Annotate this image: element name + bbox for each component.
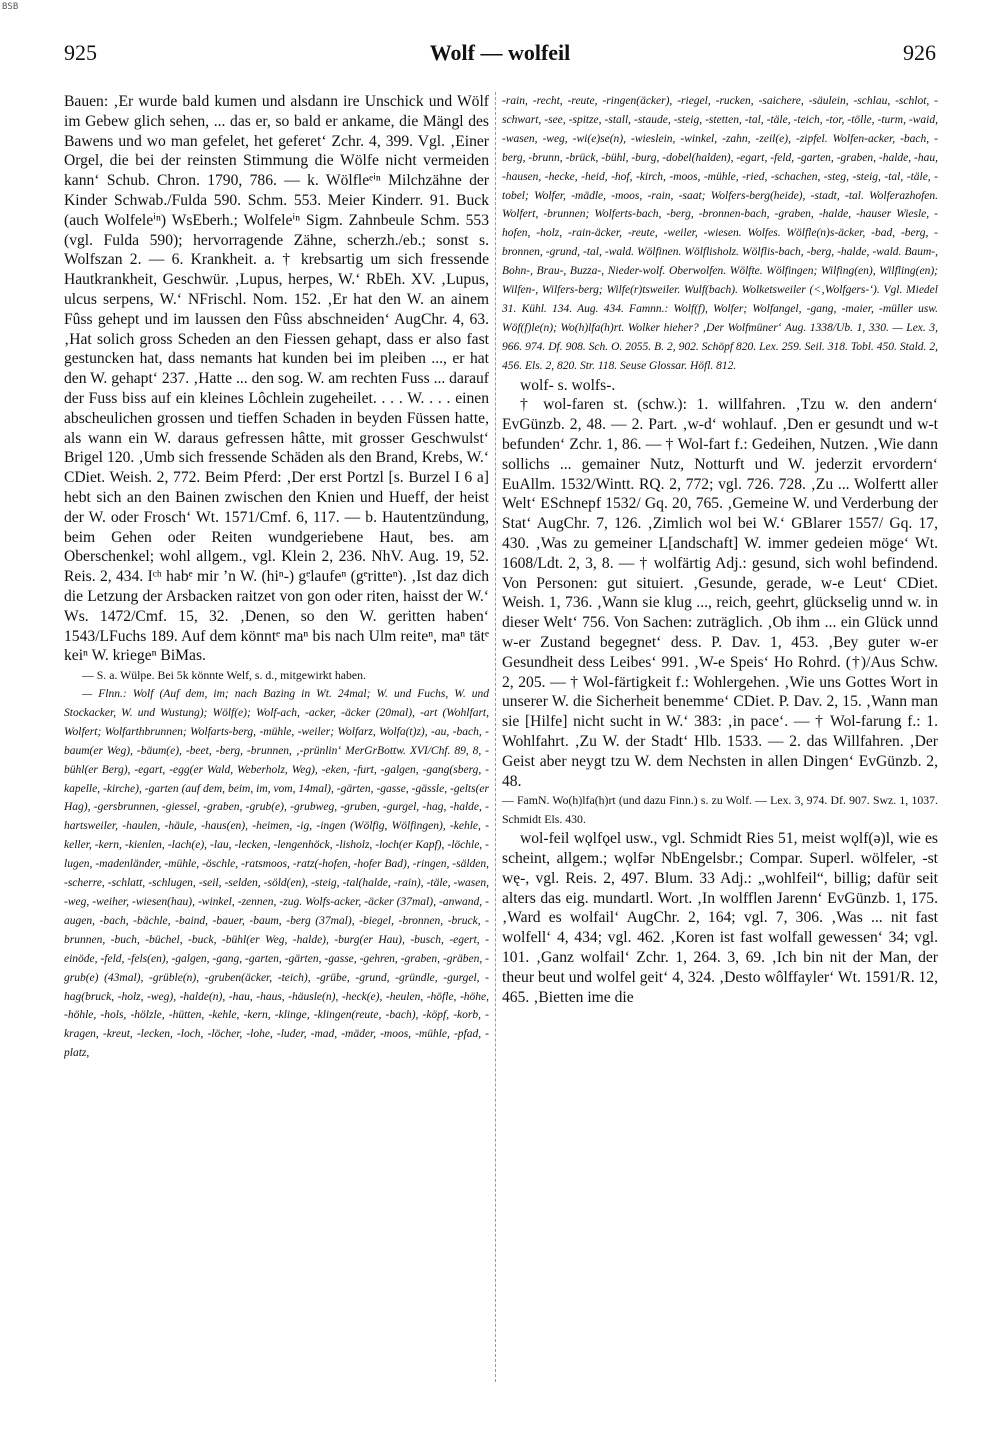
left-column	[64, 92, 489, 1382]
page-header	[64, 40, 936, 74]
right-column	[502, 92, 938, 1382]
entry-wolf-senses: Bauen: ‚Er wurde bald kumen und alsdann ire Unschick und Wölf im Gebew glich sehen, ... das er, so bald er ankame, die Mängl des Bawens und wo man gefelet, het geferet‘ Zchr. 4, 399. Vgl. ‚Einer Orgel, die bei der reinsten Stimmung die Wölfe nicht vermeiden kann‘ Schub. Chron. 1790, 786. — k. Wölfleᵉⁱⁿ Milchzähne der Kinder Schwab./Fulda 590. Schm. 553. Meier Kinderr. 91. Buck (auch Wolfeleⁱⁿ) WsEberh.; Wolfeleⁱⁿ Sigm. Zahnbeule Schm. 553 (vgl. Fulda 590); hervorragende Zähne, scherzh./eb.; sonst s. Wolfszan 2. — 6. Krankheit. a. † krebsartig um sich fressende Hautkrankheit, Geschwür. ‚Lupus, herpes, W.‘ RbEh. XV. ‚Lupus, ulcus serpens, W.‘ NFrischl. Nom. 152. ‚Er hat den W. an ainem Fûss gehept und im laussen den Fûss abschneiden‘ AugChr. 4, 63. ‚Hat solich gross Scheden an den Fiessen gehapt, dass er also fast gestuncken hat, dass nemants hat kunden bei im pleiben ..., er hat den W. gehapt‘ 237. ‚Hatte ... den sog. W. am rechten Fuss ... darauf der Fuss biss auf ein kleines Lôchlein zugeheilet. . . . W. . . . einen abscheulichen grossen und tieffen Schaden in beyden Füssen hatte, als wann ein W. daraus gefressen hâtte, mit grosser Geschwulst‘ Brigel 120. ‚Umb sich fressende Schäden als den Brand, Krebs, W.‘ CDiet. Weish. 2, 772. Beim Pferd: ‚Der erst Portzl [s. Burzel I 6 a] hebt sich an den Bainen zwischen den Knien und Hueff, der heist der W. oder Frosch‘ Wt. 1571/Cmf. 6, 117. — b. Hautentzündung, beim Gehen oder Reiten wundgeriebene Haut, bes. am Oberschenkel; wohl allgem., vgl. Klein 2, 236. NhV. Aug. 19, 52. Reis. 2, 434. Iᶜʰ habᵉ mir ’n W. (hiⁿ-) gᵉlaufeⁿ (gᵉritteⁿ). ‚Ist daz dich die Letzung der Arsbacken raitzet von gon oder riten, haisst der W.‘ Ws. 1472/Cmf. 15, 32. ‚Denen, so den W. geritten haben‘ 1543/LFuchs 189. Auf dem könntᵉ maⁿ bis nach Ulm reiteⁿ, maⁿ tätᵉ keiⁿ W. kriegeⁿ BiMas.	[64, 93, 489, 665]
entry-wolfaren: † wol-faren st. (schw.): 1. willfahren. ‚Tzu w. den andern‘ EvGünzb. 2, 48. — 2. Part. ‚w-d‘ wohlauf. ‚Den er gesundt und w-t befunden‘ Zchr. 1, 86. — † Wol-fart f.: Gedeihen, Nutzen. ‚Wie dann sollichs ... gemainer Nutz, Notturft und W. jederzit ervordern‘ EuAllm. 1532/Wintt. RQ. 2, 772; vgl. 726. 728. ‚Zu ... Wolfertt aller Welt‘ ESchnepf 1532/ Gq. 20, 765. ‚Gemeine W. und Verderbung der Stat‘ AugChr. 7, 126. ‚Zimlich wol bei W.‘ GBlarer 1557/ Gq. 17, 430. ‚Was zu gemeiner L[andschaft] W. immer gedeien möge‘ Wt. 1608/Ldt. 2, 3, 8. — † wolfärtig Adj.: gesund, sich wohl befindend. Von Personen: gut situiert. ‚Gesunde, gerade, w-e Leut‘ CDiet. Weish. 1, 736. ‚Wann sie klug ..., reich, geehrt, glückselig unnd w. in dieser Welt‘ 756. Von Sachen: zuträglich. ‚Ob ihm ... ein Glück unnd w-er Zustand begegnet‘ dess. P. Dav. 1, 453. ‚Bey guter w-er Gesundheit dess Leibes‘ 991. ‚W-e Speis‘ Ho Rohrd. (†)/Aus Schw. 2, 205. — † Wol-färtigkeit f.: Wohlergehen. ‚Wie uns Gottes Wort in unserer W. die Sicherheit benemme‘ CDiet. P. Dav. 2, 15. ‚Wann man sie [Hilfe] nicht sucht in W.‘ 383: ‚in pace‘. — † Wol-farung f.: 1. Wohlfahrt. ‚Zu W. der Stadt‘ Hlb. 1533. — 2. das Willfahren. ‚Der Geist aber neygt tzu W. dem Nechsten in allen Dingen‘ EvGünzb. 2, 48.	[502, 396, 938, 790]
entry-wolf-placenames-continued: -rain, -recht, -reute, -ringen(äcker), -riegel, -rucken, -saichere, -säulein, -schlau, -schlot, -schwart, -see, -spitze, -stall, -staude, -steig, -stetten, -tal, -täle, -teich, -tor, -tölle, -turm, -waid, -wasen, -weg, -wi(e)se(n), -wieslein, -winkel, -zahn, -zeil(e), -zipfel. Wolfen-acker, -bach, -berg, -brunn, -brück, -bühl, -burg, -dobel(halden), -egart, -feld, -garten, -graben, -halde, -hau, -hausen, -hecke, -heid, -hof, -kirch, -moos, -mühle, -ried, -schachen, -steg, -steig, -tal, -täle, -tobel; Wolfer, -mädle, -moos, -rain, -saat; Wolfers-berg(heide), -stadt, -tal. Wolferazhofen. Wolfert, -brunnen; Wolferts-bach, -berg, -bronnen-bach, -graben, -halde, -hauser Wiesle, -hofen, -holz, -rain-äcker, -reute, -weiler, -wiesen. Wolfes. Wölfle(n)s-äcker, -bad, -berg, -bronnen, -grund, -tal, -wald. Wölfinen. Wölflisholz. Wölflis-bach, -berg, -halde, -wald. Baum-, Bohn-, Brau-, Buzza-, Nieder-wolf. Oberwolfen. Wölfte. Wölfingen; Wilfing(en), Wilfling(en); Wilfen-, Wilfers-berg; Wilfe(r)tsweiler. Wulf(bach). Wolketsweiler (<‚Wolfgers-‘). Vgl. Miedel 31. Kühl. 134. Aug. 434. Famnn.: Wolf(f), Wolfer; Wolfangel, -gang, -maier, -müller usw. Wöf(f)le(n); Wo(h)lfa(h)rt. Wolker hieher? ‚Der Wolfmüner‘ Aug. 1338/Ub. 1, 330. — Lex. 3, 966. 974. Df. 908. Sch. O. 2055. B. 2, 902. Schöpf 820. Lex. 259. Seil. 318. Tobl. 450. Stald. 2, 456. Els. 2, 820. Str. 118. Seuse Glossar. Höfl. 812.	[502, 95, 938, 372]
column-divider	[495, 92, 496, 1382]
entry-wolf-crossref: wolf- s. wolfs-.	[520, 376, 616, 394]
library-stamp: BSB	[2, 2, 19, 12]
running-title: Wolf — wolfeil	[429, 40, 571, 65]
page-number-right: 926	[903, 40, 936, 65]
page-number-left: 925	[64, 40, 97, 65]
entry-wolfeil: wol-feil wǫlfǫel usw., vgl. Schmidt Ries 51, meist wǫlf(ə)l, wie es scheint, allgem.; wǫlfər NbEngelsbr.; Compar. Superl. wölfeler, -st wę-, vgl. Reis. 2, 497. Blum. 33 Adj.: „wohlfeil“, billig; dafür seit alters das eig. mundartl. Wort. ‚In wolfflen Jarenn‘ EvGünzb. 1, 175. ‚Ward es wolfail‘ AugChr. 2, 164; vgl. 7, 306. ‚Was ... nit fast wolfell‘ 4, 434; vgl. 462. ‚Koren ist fast wolfall gewessen‘ 34; vgl. 101. ‚Ganz wolfail‘ Zchr. 1, 264. 3, 69. ‚Ich bin nit der Man, der theur beut und wolfel geit‘ 4, 324. ‚Desto wôlffayler‘ Wt. 1591/R. 12, 465. ‚Bietten ime die	[502, 830, 938, 1006]
entry-wolf-placenames: — Flnn.: Wolf (Auf dem, im; nach Bazing in Wt. 24mal; W. und Fuchs, W. und Stockacker, W. und Wustung); Wölf(e); Wolf-ach, -acker, -äcker (20mal), -art (Wohlfart, Wolfert; Wolfarthbrunnen; Wolfarts-berg, -mühle, -weiler; Wolfarz, Wolfa(t)z), -au, -bach, -baum(er Weg), -bäum(e), -beet, -berg, -brunnen, ‚-prünlin‘ MerGrBottw. XVI/Chf. 89, 8, -bühl(er Berg), -egart, -egg(er Wald, Weberholz, Weg), -eken, -furt, -galgen, -gang(sberg, -kapelle, -kirche), -garten (auf dem, beim, im, vom, 14mal), -gärten, -gasse, -gässle, -gelts(er Hag), -gersbrunnen, -giessel, -graben, -grub(e), -grubweg, -gruben, -gurgel, -hag, -halde, -hartsweiler, -haulen, -häule, -haus(en), -heimen, -ig, -ingen (Wölfig, Wölfingen), -kehle, -keller, -kern, -kienlen, -lach(e), -lau, -lecken, -lengenhöck, -lisholz, -loch(er Kapf), -löchle, -lugen, -madenländer, -mühle, -öschle, -ratsmoos, -ratz(-hofen, -hofer Bad), -ringen, -sälden, -scherre, -schlatt, -schlugen, -seil, -selden, -söld(en), -steig, -tal(halde, -rain), -täle, -wasen, -weg, -weiher, -wiesen(hau), -winkel, -zennen, -zug. Wolfs-acker, -äcker (37mal), -anwand, -augen, -bach, -bächle, -baind, -bauer, -baum, -berg (37mal), -biegel, -bronnen, -bruck, -brunnen, -buch, -büchel, -buck, -bühl(er Weg, -halde), -burg(er Hau), -busch, -egert, -einöde, -feld, -fels(en), -galgen, -gang, -garten, -gärten, -gasse, -gehren, -graben, -gräben, -grub(e) (43mal), -grüble(n), -gruben(äcker, -teich), -grübe, -grund, -gründle, -gurgel, -hag(bruck, -holz, -weg), -halde(n), -hau, -haus, -häusle(n), -heck(e), -heulen, -höfle, -höhe, -höhle, -hols, -hölzle, -hütten, -kehle, -kern, -klinge, -klingen(reute, -bach), -köpf, -korb, -kragen, -kreut, -lecken, -loch, -löcher, -lohe, -luder, -mad, -mäder, -moos, -mühle, -pfad, -platz,	[64, 688, 489, 1060]
entry-wolfaren-note: — FamN. Wo(h)lfa(h)rt (und dazu Finn.) s. zu Wolf. — Lex. 3, 974. Df. 907. Swz. 1, 1037. Schmidt Els. 430.	[502, 793, 938, 827]
entry-wolf-note: — S. a. Wülpe. Bei 5k könnte Welf, s. d., mitgewirkt haben.	[82, 668, 366, 683]
